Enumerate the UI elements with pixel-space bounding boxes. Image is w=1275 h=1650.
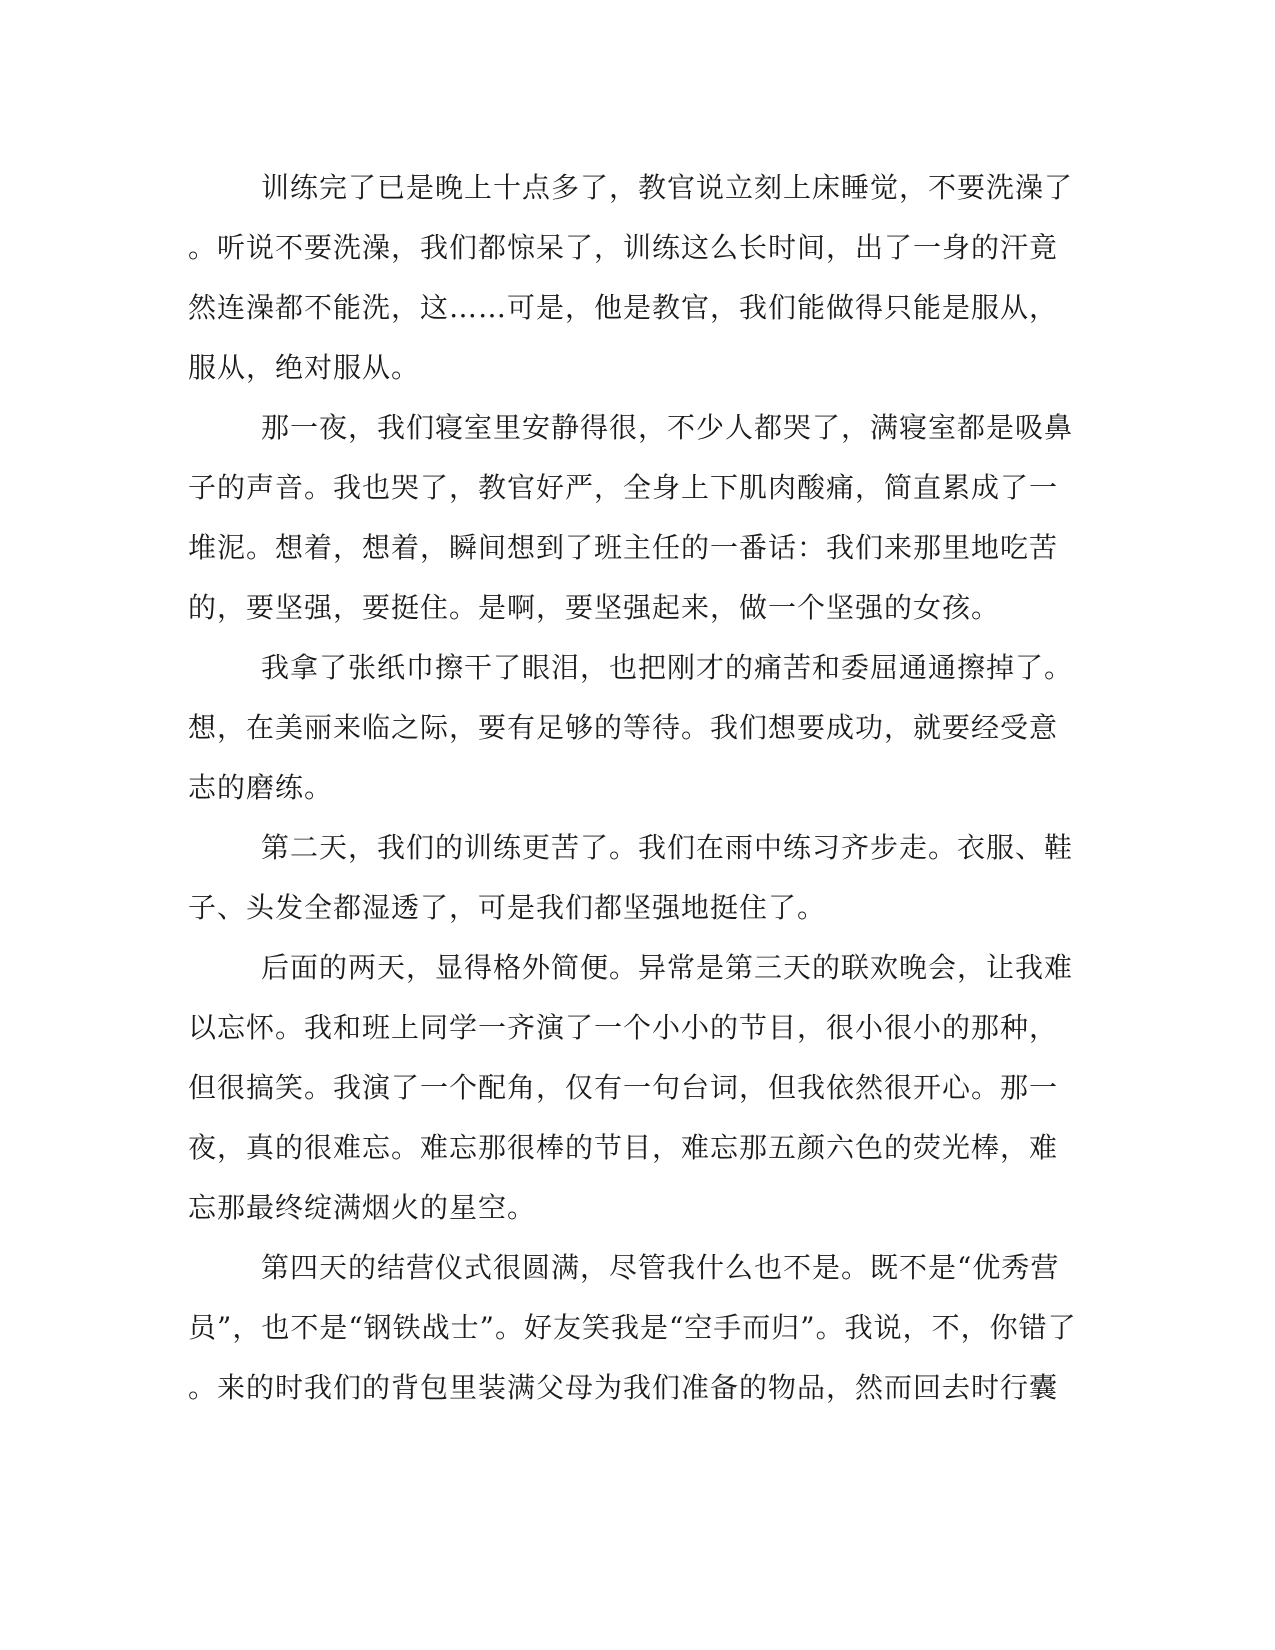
- text-line: 但很搞笑。我演了一个配角，仅有一句台词，但我依然很开心。那一: [188, 1071, 1059, 1104]
- text-line: 想，在美丽来临之际，要有足够的等待。我们想要成功，就要经受意: [188, 711, 1059, 744]
- text-line: 我拿了张纸巾擦干了眼泪，也把刚才的痛苦和委屈通通擦掉了。: [261, 651, 1074, 684]
- text-line: 忘那最终绽满烟火的星空。: [188, 1191, 537, 1224]
- text-line: 。听说不要洗澡，我们都惊呆了，训练这么长时间，出了一身的汗竟: [188, 231, 1059, 264]
- text-line: 然连澡都不能洗，这……可是，他是教官，我们能做得只能是服从，: [188, 291, 1059, 324]
- text-line: 夜，真的很难忘。难忘那很棒的节目，难忘那五颜六色的荧光棒，难: [188, 1131, 1059, 1164]
- text-line: 。来的时我们的背包里装满父母为我们准备的物品，然而回去时行囊: [188, 1371, 1059, 1404]
- text-line: 子、头发全都湿透了，可是我们都坚强地挺住了。: [188, 891, 827, 924]
- text-line: 子的声音。我也哭了，教官好严，全身上下肌肉酸痛，简直累成了一: [188, 471, 1059, 504]
- text-line: 堆泥。想着，想着，瞬间想到了班主任的一番话：我们来那里地吃苦: [188, 531, 1059, 564]
- text-line: 志的磨练。: [188, 771, 334, 804]
- text-line: 的，要坚强，要挺住。是啊，要坚强起来，做一个坚强的女孩。: [188, 591, 1001, 624]
- essay-body: [188, 158, 1077, 1418]
- text-line: 后面的两天，显得格外简便。异常是第三天的联欢晚会，让我难: [261, 951, 1074, 984]
- text-line: 训练完了已是晚上十点多了，教官说立刻上床睡觉，不要洗澡了: [261, 171, 1074, 204]
- text-line: 以忘怀。我和班上同学一齐演了一个小小的节目，很小很小的那种，: [188, 1011, 1059, 1044]
- text-line: 员”，也不是“钢铁战士”。好友笑我是“空手而归”。我说，不，你错了: [188, 1311, 1077, 1344]
- text-line: 第四天的结营仪式很圆满，尽管我什么也不是。既不是“优秀营: [261, 1251, 1060, 1284]
- text-line: 服从，绝对服从。: [188, 351, 421, 384]
- text-line: 那一夜，我们寝室里安静得很，不少人都哭了，满寝室都是吸鼻: [261, 411, 1074, 444]
- text-line: 第二天，我们的训练更苦了。我们在雨中练习齐步走。衣服、鞋: [261, 831, 1074, 864]
